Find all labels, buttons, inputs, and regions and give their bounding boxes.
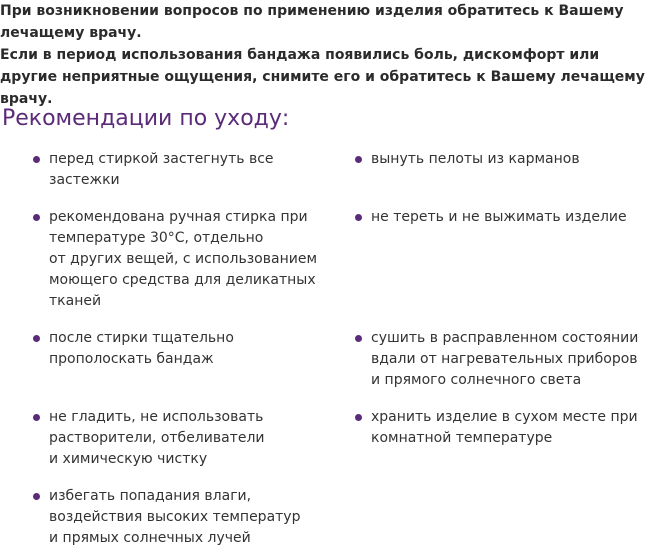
- bullet-icon: [355, 214, 362, 221]
- care-item-remove-pads: [355, 149, 654, 170]
- care-item-text: после стирки тщательно прополоскать бандаж: [49, 330, 234, 367]
- care-item-text: вынуть пелоты из карманов: [371, 151, 580, 167]
- bullet-icon: [355, 156, 362, 163]
- care-item-text: не гладить, не использовать растворители, отбеливатели и химическую чистку: [49, 409, 265, 467]
- bullet-icon: [33, 214, 40, 221]
- bullet-icon: [355, 414, 362, 421]
- bullet-icon: [33, 335, 40, 342]
- care-item-avoid-moisture: [33, 486, 343, 549]
- care-item-no-ironing: [33, 407, 343, 470]
- bullet-icon: [33, 493, 40, 500]
- care-item-hand-wash: [33, 207, 343, 312]
- care-item-fasten-before-wash: [33, 149, 343, 191]
- care-item-rinse: [33, 328, 343, 370]
- care-item-no-wringing: [355, 207, 654, 228]
- care-item-text: перед стиркой застегнуть все застежки: [49, 151, 274, 188]
- intro-paragraph-consult: При возникновении вопросов по применению изделия обратитесь к Вашему лечащему врачу.: [0, 3, 624, 41]
- care-item-text: хранить изделие в сухом месте при комнатной температуре: [371, 409, 638, 446]
- care-section-title: Рекомендации по уходу:: [2, 106, 290, 131]
- bullet-icon: [33, 414, 40, 421]
- bullet-icon: [33, 156, 40, 163]
- care-item-store-dry: [355, 407, 654, 449]
- care-item-text: сушить в расправленном состоянии вдали от нагревательных приборов и прямого солнечного света: [371, 330, 639, 388]
- care-item-dry-flat: [355, 328, 654, 391]
- intro-text: [0, 0, 650, 110]
- care-item-text: рекомендована ручная стирка при температуре 30°C, отдельно от других вещей, с использованием моющего средства для деликатных тканей: [49, 209, 318, 309]
- intro-paragraph-discomfort: Если в период использования бандажа появились боль, дискомфорт или другие неприятные ощущения, снимите его и обратитесь к Вашему лечащему врачу.: [0, 47, 645, 107]
- care-item-text: не тереть и не выжимать изделие: [371, 209, 627, 225]
- bullet-icon: [355, 335, 362, 342]
- care-item-text: избегать попадания влаги, воздействия высоких температур и прямых солнечных лучей: [49, 488, 301, 546]
